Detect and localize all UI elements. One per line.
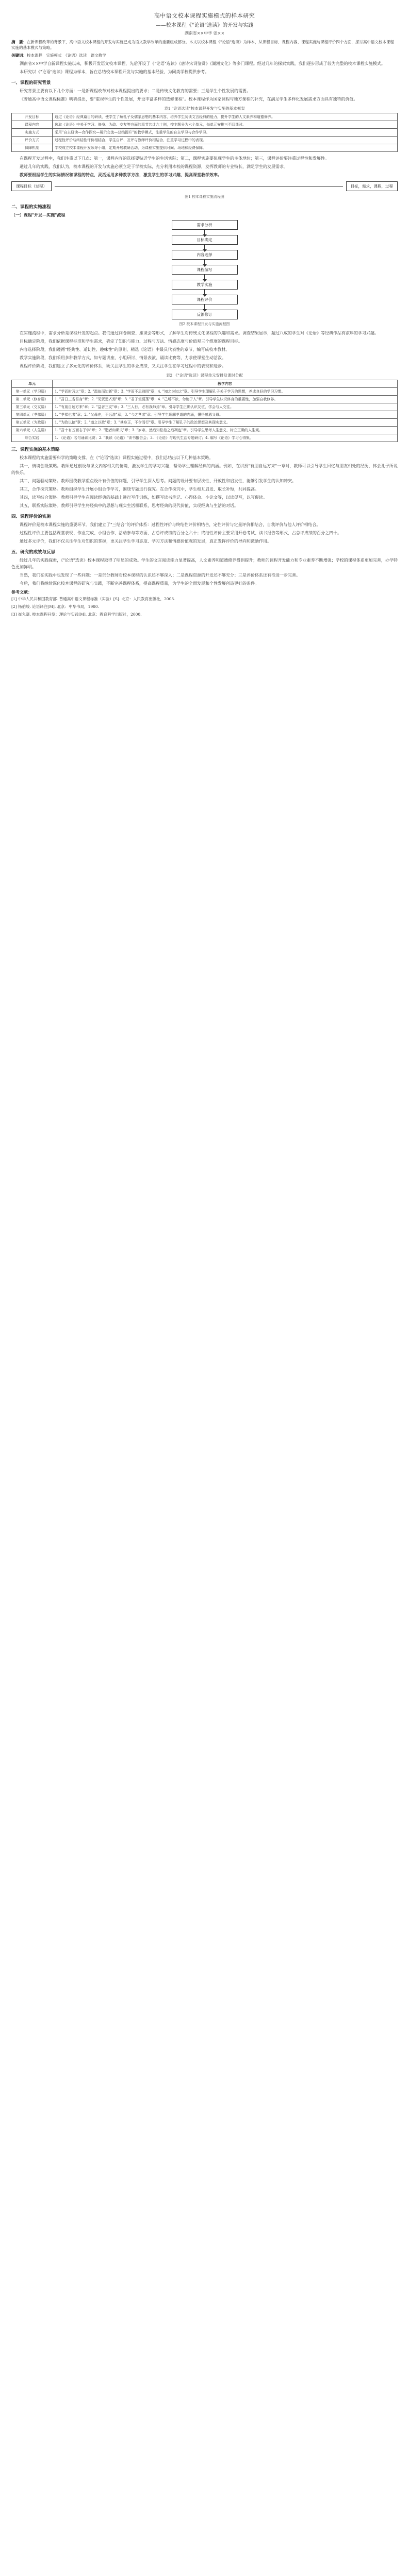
- body-para: 其二，问题驱动策略。教师围绕教学重点设计有价值的问题，引导学生深入思考。问题的设计要有层次性、开放性和启发性，能够引发学生的认知冲突。: [20, 479, 296, 483]
- table-row: [12, 427, 398, 434]
- unit-content: 1. "孝悌也者"章；2. "父母在，不远游"章；3. "今之孝者"章。引导学生理解孝道的内涵，懂得感恩父母。: [53, 411, 398, 419]
- document-page: [11, 11, 398, 2576]
- flow-box-left: 课程目标（过程）: [11, 181, 52, 191]
- body-para: 通过多元评价，我们不仅关注学生对知识的掌握，更关注学生学习态度、学习方法和情感价值观的发展，真正发挥评价的导向和激励作用。: [20, 539, 271, 544]
- intro-para: 本研究以《"论语"选读》课程为样本，旨在总结校本课程开发与实施的基本经验，为同类学校提供参考。: [20, 70, 209, 74]
- keywords-text: 校本课程 实施模式 《论语》选读 语文教学: [27, 53, 106, 58]
- body-para: 在课程开发过程中，我们注重以下几点：第一，课程内容的选择要贴近学生的生活实际；第二，课程实施要体现学生的主体地位；第三，课程评价要注重过程性和发展性。: [20, 156, 329, 161]
- abstract: [11, 39, 398, 50]
- body-para: 其三，合作探究策略。教师组织学生开展小组合作学习，围绕专题进行探究。在合作探究中，学生相互启发、取长补短，共同提高。: [20, 487, 259, 492]
- body-para: 经过几年的实践探索，《"论语"选读》校本课程取得了明显的成效。学生的文言阅读能力显著提高，人文素养和道德修养得到提升；教师的课程开发能力和专业素养不断增强；学校的课程体系更加完善，办学特色更加鲜明。: [11, 558, 398, 569]
- unit-label: 第二单元（修身篇）: [12, 396, 53, 403]
- unit-table: [11, 380, 398, 442]
- row-label: 实施方式: [12, 129, 53, 137]
- table-row: [12, 129, 398, 137]
- table-title: 表1 "论语选读"校本课程开发与实施的基本框架: [164, 106, 245, 111]
- unit-label: 第四单元（孝悌篇）: [12, 411, 53, 419]
- body-para: 课程评价阶段，我们建立了多元化的评价体系，既关注学生的学业成绩，又关注学生在学习过程中的表现和进步。: [20, 364, 226, 368]
- row-content: 采用"自主研读—合作探究—展示交流—总结提升"的教学模式，注重学生的自主学习与合作学习。: [53, 129, 398, 137]
- body-para: 校本课程的实施需要科学的策略支撑。在《"论语"选读》课程实施过程中，我们总结出以下几种基本策略。: [20, 455, 214, 460]
- table-row: [12, 419, 398, 427]
- table-title: 表2 《"论语"选读》课程单元安排及课时分配: [166, 373, 243, 378]
- section-heading: 五、研究的成效与反思: [11, 550, 56, 555]
- flow-step: 教学实施: [172, 280, 238, 290]
- body-para: 内容选择阶段，我们遵循"经典性、适切性、趣味性"的原则，精选《论语》中最具代表性的章节，编写成校本教材。: [20, 347, 230, 352]
- table-header: 单元: [12, 380, 53, 388]
- table-row: [12, 137, 398, 144]
- abstract-text: 在新课程改革的背景下，高中语文校本课程的开发与实施已成为语文教学改革的重要组成部分。本文以校本课程《"论语"选读》为样本，从课程目标、课程内容、课程实施与课程评价四个方面，探讨高中语文校本课程实施的基本模式与策略。: [11, 40, 394, 50]
- unit-content: 1. "有朋自远方来"章；2. "益者三友"章；3. "三人行，必有我师焉"章。引导学生正确认识友谊，学会与人交往。: [53, 403, 398, 411]
- row-label: 课程内容: [12, 121, 53, 129]
- body-para: 通过几年的实践，我们认为，校本课程的开发与实施必须立足于学校实际，充分利用本校的课程资源，发挥教师的专业特长，满足学生的发展需求。: [20, 164, 288, 169]
- table-row: [12, 396, 398, 403]
- quote-para: 教师要根据学生的实际情况和课程的特点，灵活运用多种教学方法，激发学生的学习兴趣，提高课堂教学效率。: [20, 172, 222, 177]
- keywords-label: 关键词：: [11, 53, 27, 58]
- flow-step: 内容选择: [172, 250, 238, 260]
- row-label: 开发目标: [12, 113, 53, 121]
- unit-label: 第六单元（人生篇）: [12, 427, 53, 434]
- flow-arrow: [204, 230, 205, 235]
- table-row: [12, 434, 398, 442]
- section-heading: 四、课程评价的实施: [11, 514, 51, 519]
- body-para: 过程性评价主要包括课堂表现、作业完成、小组合作、活动参与等方面，占总评成绩的百分之六十；终结性评价主要采用开卷考试、读书报告等形式，占总评成绩的百分之四十。: [20, 531, 341, 535]
- unit-label: 第一单元（学习篇）: [12, 388, 53, 396]
- reference-item: [2] 杨伯峻. 论语译注[M]. 北京：中华书局，1980.: [11, 604, 100, 609]
- subsection-heading: （一）课程"开发—实施"流程: [11, 212, 66, 217]
- flow-step: 课程编写: [172, 265, 238, 275]
- flow-arrow: [204, 304, 205, 310]
- table-row: [12, 121, 398, 129]
- figure-caption: 图2 校本课程开发与实施流程图: [179, 322, 230, 326]
- flow-arrow: [204, 275, 205, 280]
- unit-content: 1. 《论语》名句诵读比赛；2. "我读《论语》"读书报告会；3. 《论语》与现代生活专题研讨；4. 编写《论语》学习心得集。: [53, 434, 398, 442]
- reference-item: [1] 中华人民共和国教育部. 普通高中语文课程标准（实验）[S]. 北京：人民教育出版社，2003.: [11, 597, 175, 601]
- framework-table: [11, 113, 398, 152]
- body-para: 其五，联系实际策略。教师引导学生将经典中的思想与现实生活相联系，思考经典的现代价值，实现经典与生活的对话。: [20, 503, 238, 508]
- body-para: 目标确定阶段，我们依据课程标准和学生需求，确定了知识与能力、过程与方法、情感态度与价值观三个维度的课程目标。: [20, 339, 242, 344]
- doc-title: 高中语文校本课程实施模式的样本研究: [154, 12, 255, 19]
- unit-content: 1. "为政以德"章；2. "道之以政"章；3. "其身正，不令而行"章。引导学生了解孔子的政治思想及其现实意义。: [53, 419, 398, 427]
- flow-arrow: [204, 245, 205, 250]
- body-para: 《普通高中语文课程标准》明确提出，要"重视学生的个性发展，开设丰富多样的选修课程"。校本课程作为国家课程与地方课程的补充，在满足学生多样化发展需求方面具有独特的价值。: [20, 97, 358, 101]
- body-para: 其一，情境创设策略。教师通过创设与课文内容相关的情境，激发学生的学习兴趣，帮助学生理解经典的内涵。例如，在讲授"有朋自远方来"一章时，教师可以引导学生回忆与朋友相处的经历，体会孔子所说的快乐。: [11, 464, 398, 475]
- flow-step: 目标确定: [172, 235, 238, 245]
- body-para: 今后，我们将继续深化校本课程的研究与实践，不断完善课程体系，提高课程质量，为学生的全面发展和个性发展创造更好的条件。: [20, 581, 259, 586]
- row-content: 过程性评价与终结性评价相结合，学生自评、互评与教师评价相结合，注重学习过程中的表现。: [53, 137, 398, 144]
- section-heading: 三、课程实施的基本策略: [11, 447, 60, 452]
- section-heading: 二、课程的实施流程: [11, 205, 51, 210]
- unit-label: 综合实践: [12, 434, 53, 442]
- flow-box-right: 目标，需求，课程，过程: [346, 181, 398, 191]
- flow-diagram-1: [11, 181, 398, 191]
- section-heading: 一、课程的研究背景: [11, 80, 51, 86]
- unit-label: 第五单元（为政篇）: [12, 419, 53, 427]
- unit-content: 1. "学而时习之"章；2. "温故而知新"章；3. "学而不思则罔"章；4. "知之为知之"章。引导学生理解孔子关于学习的思想，养成良好的学习习惯。: [53, 388, 398, 396]
- flow-step: 反馈修订: [172, 310, 238, 319]
- doc-subtitle: ——校本课程《"论语"选读》的开发与实践: [155, 23, 254, 28]
- body-para: 课程评价是校本课程实施的重要环节。我们建立了"三结合"的评价体系：过程性评价与终结性评价相结合，定性评价与定量评价相结合，自我评价与他人评价相结合。: [20, 522, 321, 527]
- flow-arrow: [204, 290, 205, 295]
- figure-caption: 图1 校本课程实施流程图: [185, 195, 224, 199]
- table-row: [12, 113, 398, 121]
- flow-connector: [55, 186, 343, 187]
- unit-content: 1. "吾日三省吾身"章；2. "见贤思齐焉"章；3. "君子坦荡荡"章；4. "己所不欲，勿施于人"章。引导学生认识修身的重要性，加强自我修养。: [53, 396, 398, 403]
- flow-step: 课程评价: [172, 295, 238, 304]
- table-row: [12, 403, 398, 411]
- keywords: [11, 53, 398, 58]
- table-row: [12, 411, 398, 419]
- body-para: 其四，读写结合策略。教师引导学生在阅读经典的基础上进行写作训练，如撰写读书笔记、心得体会、小论文等，以读促写，以写促读。: [20, 495, 267, 500]
- flow-step: 需求分析: [172, 220, 238, 230]
- body-para: 在实施流程中，需求分析是课程开发的起点。我们通过问卷调查、座谈会等形式，了解学生对传统文化课程的兴趣和需求。调查结果显示，超过八成的学生对《论语》等经典作品有浓厚的学习兴趣。: [20, 331, 379, 335]
- row-content: 学校成立校本课程开发领导小组，定期开展教研活动，为课程实施提供时间、场地和经费保障。: [53, 144, 398, 152]
- body-para: 教学实施阶段，我们采用多种教学方式，如专题讲座、小组研讨、情景表演、诵读比赛等，力求使课堂生动活泼。: [20, 355, 226, 360]
- unit-label: 第三单元（交友篇）: [12, 403, 53, 411]
- doc-author: 湖南省××中学 张××: [184, 31, 225, 36]
- unit-content: 1. "吾十有五而志于学"章；2. "逝者如斯夫"章；3. "岁寒，然后知松柏之后凋也"章。引导学生思考人生意义，树立正确的人生观。: [53, 427, 398, 434]
- row-content: 选取《论语》中关于学习、修身、为政、交友等方面的章节共计六十则，按主题分为六个单元，每单元安排三至四课时。: [53, 121, 398, 129]
- table-header: 教学内容: [53, 380, 398, 388]
- body-para: 当然，我们在实践中也发现了一些问题：一是部分教师对校本课程的认识还不够深入；二是课程资源的开发还不够充分；三是评价体系还有待进一步完善。: [20, 573, 300, 578]
- table-row: [12, 388, 398, 396]
- reference-item: [3] 崔允漷. 校本课程开发：理论与实践[M]. 北京：教育科学出版社，2000.: [11, 612, 142, 617]
- table-row: [12, 144, 398, 152]
- abstract-label: 摘 要：: [11, 40, 27, 44]
- flow-diagram-2: [11, 220, 398, 319]
- flow-arrow: [204, 260, 205, 265]
- row-label: 保障机制: [12, 144, 53, 152]
- intro-para: 湖南省××中学自新课程实施以来，积极开发语文校本课程，先后开设了《"论语"选读》《唐诗宋词鉴赏》《湖湘文化》等多门课程。经过几年的探索实践，我们逐步形成了较为完整的校本课程实施模式。: [20, 61, 385, 66]
- row-label: 评价方式: [12, 137, 53, 144]
- references-heading: 参考文献：: [11, 589, 32, 595]
- body-para: 研究背景主要有以下几个方面：一是新课程改革对校本课程提出的要求；二是传统文化教育的需要；三是学生个性发展的需要。: [20, 89, 251, 93]
- row-content: 通过《论语》经典篇目的研读，使学生了解孔子及儒家思想的基本内容，培养学生阅读文言经典的能力，提升学生的人文素养和道德修养。: [53, 113, 398, 121]
